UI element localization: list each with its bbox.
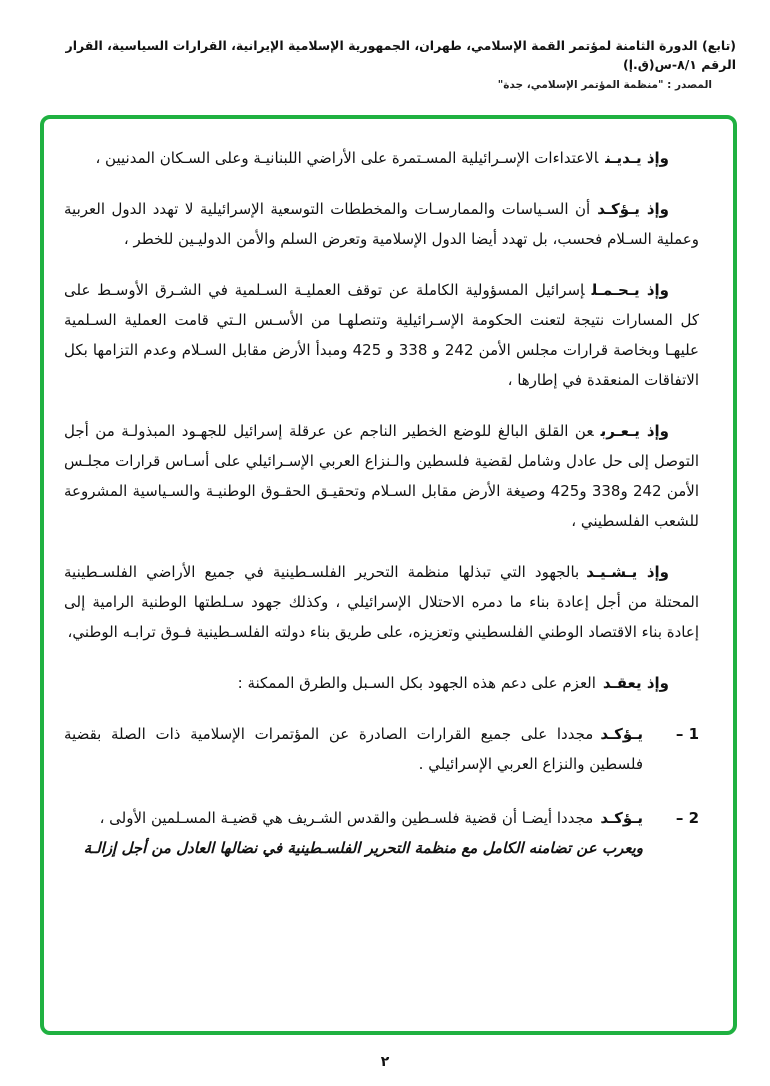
- header-title: (تابع) الدورة الثامنة لمؤتمر القمة الإسلامي، طهران، الجمهورية الإسلامية الإيرانية، القرارات السياسية، القرار الرقم ٨/١-س(ق.إ): [65, 38, 736, 73]
- item-body: [64, 803, 643, 863]
- paragraph-lead: وإذ يـشـيـد: [586, 562, 669, 581]
- item-lead: يـؤكـد: [600, 808, 643, 827]
- paragraph-text: بالجهود التي تبذلها منظمة التحرير الفلسـطينية في جميع الأراضي الفلسـطينية المحتلة من أجل إعادة بناء ما دمره الاحتلال الإسرائيلي ، وكذلك جهود سـلطتها الوطنية الرامية إلى إعادة بناء الاقتصاد الوطني الفلسطيني وتعزيزه، على طريق بناء دولته الفلسـطينية فـوق ترابـه الوطني،: [64, 562, 699, 641]
- item-number: 2 –: [675, 808, 699, 827]
- item-body: [64, 719, 643, 779]
- resolution-paragraph: [64, 668, 699, 698]
- item-text-continuation: ويعرب عن تضامنه الكامل مع منظمة التحرير الفلسـطينية في نضالها العادل من أجل إزالـة: [83, 838, 643, 857]
- paragraph-text: إسرائيل المسؤولية الكاملة عن توقف العمليـة السـلمية في الشـرق الأوسـط على كل المسارات نتيجة لتعنت الحكومة الإسـرائيلية وتنصلهـا من الأسـس الـتي قامت العملية السـلمية عليهـا وبخاصة قرارات مجلس الأمن 242 و 338 و 425 ومبدأ الأرض مقابل السـلام وعدم التزامها بكل الاتفاقات المنعقدة في إطارها ،: [64, 280, 700, 389]
- resolution-paragraph: [64, 143, 699, 173]
- resolution-list: [64, 719, 699, 863]
- content-border-box: [40, 115, 737, 1035]
- list-item: [64, 803, 699, 863]
- paragraph-lead: وإذ يـديـن: [605, 148, 669, 167]
- paragraph-text: الاعتداءات الإسـرائيلية المسـتمرة على الأراضي اللبنانيـة وعلى السـكان المدنيين ،: [95, 148, 599, 167]
- document-header: [0, 0, 770, 91]
- paragraph-lead: وإذ يـحـمـل: [591, 280, 669, 299]
- resolution-content: [44, 119, 733, 899]
- resolution-paragraph: [64, 194, 699, 254]
- item-text: مجددا أيضـا أن قضية فلسـطين والقدس الشـريف هي قضيـة المسـلمين الأولى ،: [99, 808, 594, 827]
- paragraph-text: عن القلق البالغ للوضع الخطير الناجم عن عرقلة إسرائيل للجهـود المبذولـة من أجل التوصل إلى حل عادل وشامل لقضية فلسطين والـنزاع العربي الإسـرائيلي على أسـاس قرارات مجلـس الأمن 242 و338 و425 وصيغة الأرض مقابل السـلام وتحقيـق الحقـوق الوطنيـة والسـياسية المشروعة للشعب الفلسطيني ،: [64, 421, 700, 530]
- paragraph-lead: وإذ يـعـرب: [600, 421, 669, 440]
- paragraph-lead: وإذ يـؤكـد: [597, 199, 669, 218]
- paragraph-lead: وإذ يعقـد: [602, 673, 669, 692]
- item-text: مجددا على جميع القرارات الصادرة عن المؤتمرات الإسلامية ذات الصلة بقضية فلسطين والنزاع العربي الإسرائيلي .: [64, 724, 643, 773]
- resolution-paragraph: [64, 416, 699, 536]
- page-number: ٢: [380, 1054, 390, 1070]
- item-number: 1 –: [675, 724, 699, 743]
- list-item: [64, 719, 699, 779]
- resolution-paragraph: [64, 275, 699, 395]
- paragraph-text: العزم على دعم هذه الجهود بكل السـبل والطرق الممكنة :: [237, 673, 596, 692]
- resolution-paragraph: [64, 557, 699, 647]
- paragraph-text: أن السـياسات والممارسـات والمخططات التوسعية الإسرائيلية لا تهدد الدول العربية وعملية السـلام فحسب، بل تهدد أيضا الدول الإسلامية وتعرض السلم والأمن الدوليـين للخطر ،: [64, 199, 699, 248]
- item-lead: يـؤكـد: [600, 724, 643, 743]
- header-source: المصدر : "منظمة المؤتمر الإسلامي، جدة": [497, 78, 712, 91]
